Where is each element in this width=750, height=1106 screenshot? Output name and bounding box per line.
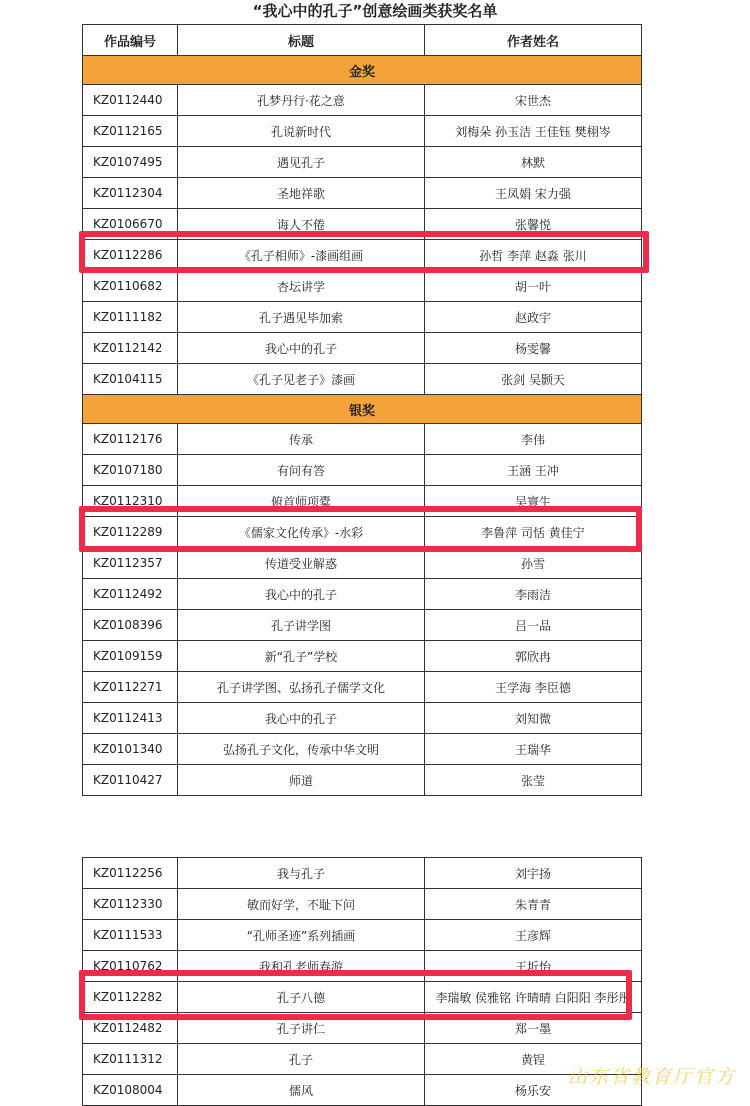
- entry-title: 《儒家文化传承》-水彩: [178, 517, 425, 548]
- entry-title: 弘扬孔子文化，传承中华文明: [178, 734, 425, 765]
- entry-id: KZ0112440: [83, 85, 178, 116]
- entry-id: KZ0112165: [83, 116, 178, 147]
- table-row: [83, 147, 642, 178]
- entry-authors: 张馨悦: [425, 209, 642, 240]
- entry-id: KZ0101340: [83, 734, 178, 765]
- entry-authors: 吕一品: [425, 610, 642, 641]
- table-row: [83, 517, 642, 548]
- entry-authors: 吴寰生: [425, 486, 642, 517]
- entry-authors: 杨乐安: [425, 1075, 642, 1106]
- entry-title: 孔子讲仁: [178, 1013, 425, 1044]
- entry-id: KZ0106670: [83, 209, 178, 240]
- entry-title: 师道: [178, 765, 425, 796]
- entry-authors: 王彦辉: [425, 920, 642, 951]
- entry-authors: 朱青青: [425, 889, 642, 920]
- entry-authors: 王涵 王冲: [425, 455, 642, 486]
- table-row: [83, 548, 642, 579]
- entry-id: KZ0107495: [83, 147, 178, 178]
- entry-title: 传道受业解惑: [178, 548, 425, 579]
- entry-title: 遇见孔子: [178, 147, 425, 178]
- table-row: [83, 486, 642, 517]
- entry-id: KZ0112357: [83, 548, 178, 579]
- entry-title: 杏坛讲学: [178, 271, 425, 302]
- entry-title: 有问有答: [178, 455, 425, 486]
- entry-title: 俯首师项橐: [178, 486, 425, 517]
- entry-id: KZ0110682: [83, 271, 178, 302]
- entry-authors: 刘知微: [425, 703, 642, 734]
- table-row: [83, 951, 642, 982]
- table-row: [83, 1075, 642, 1106]
- table-row: [83, 610, 642, 641]
- table-row: [83, 424, 642, 455]
- table-row: [83, 455, 642, 486]
- entry-title: 我心中的孔子: [178, 703, 425, 734]
- award-section-label: 金奖: [83, 56, 642, 85]
- entry-id: KZ0111312: [83, 1044, 178, 1075]
- entry-id: KZ0112310: [83, 486, 178, 517]
- entry-id: KZ0111533: [83, 920, 178, 951]
- entry-title: 我和孔老师春游: [178, 951, 425, 982]
- entry-title: 孔子讲学图、弘扬孔子儒学文化: [178, 672, 425, 703]
- table-row: [83, 920, 642, 951]
- entry-id: KZ0112256: [83, 858, 178, 889]
- entry-authors: 赵政宇: [425, 302, 642, 333]
- award-section-row: [83, 395, 642, 424]
- entry-id: KZ0112271: [83, 672, 178, 703]
- entry-authors: 张莹: [425, 765, 642, 796]
- award-section-row: [83, 56, 642, 85]
- entry-id: KZ0112482: [83, 1013, 178, 1044]
- award-section-label: 银奖: [83, 395, 642, 424]
- watermark-text: 山东省教育厅官方: [567, 1066, 736, 1088]
- entry-id: KZ0107180: [83, 455, 178, 486]
- entry-authors: 林默: [425, 147, 642, 178]
- header-authors: 作者姓名: [425, 25, 642, 56]
- entry-authors: 刘梅朵 孙玉洁 王佳钰 樊栩岑: [425, 116, 642, 147]
- entry-id: KZ0108396: [83, 610, 178, 641]
- header-title: 标题: [178, 25, 425, 56]
- table-row: [83, 734, 642, 765]
- table-header-row: [83, 25, 642, 56]
- entry-authors: 郑一墨: [425, 1013, 642, 1044]
- entry-title: 我与孔子: [178, 858, 425, 889]
- table-row: [83, 364, 642, 395]
- entry-authors: 杨雯馨: [425, 333, 642, 364]
- entry-id: KZ0112282: [83, 982, 178, 1013]
- entry-title: 《孔子相师》-漆画组画: [178, 240, 425, 271]
- entry-authors: 李伟: [425, 424, 642, 455]
- entry-authors: 宋世杰: [425, 85, 642, 116]
- table-row: [83, 240, 642, 271]
- awards-table-page-2: [82, 857, 642, 1106]
- entry-title: 孔说新时代: [178, 116, 425, 147]
- table-row: [83, 889, 642, 920]
- entry-title: 《孔子见老子》漆画: [178, 364, 425, 395]
- entry-id: KZ0111182: [83, 302, 178, 333]
- entry-title: 孔梦丹行·花之意: [178, 85, 425, 116]
- table-row: [83, 116, 642, 147]
- table-row: [83, 209, 642, 240]
- entry-authors: 胡一叶: [425, 271, 642, 302]
- entry-authors: 李雨洁: [425, 579, 642, 610]
- table-row: [83, 703, 642, 734]
- table-row: [83, 982, 642, 1013]
- entry-id: KZ0112289: [83, 517, 178, 548]
- entry-id: KZ0109159: [83, 641, 178, 672]
- entry-authors: 孙雪: [425, 548, 642, 579]
- entry-title: 敏而好学，不耻下问: [178, 889, 425, 920]
- entry-authors: 李鲁萍 司恬 黄佳宁: [425, 517, 642, 548]
- entry-authors: 郭欣冉: [425, 641, 642, 672]
- table-row: [83, 641, 642, 672]
- entry-title: 儒风: [178, 1075, 425, 1106]
- entry-authors: 王学海 李臣德: [425, 672, 642, 703]
- entry-id: KZ0112492: [83, 579, 178, 610]
- entry-id: KZ0112286: [83, 240, 178, 271]
- table-row: [83, 85, 642, 116]
- entry-id: KZ0112304: [83, 178, 178, 209]
- table-row: [83, 178, 642, 209]
- entry-authors: 王瑞华: [425, 734, 642, 765]
- entry-title: “孔师圣迹”系列插画: [178, 920, 425, 951]
- table-row: [83, 858, 642, 889]
- entry-authors: 黄锃: [425, 1044, 642, 1075]
- table-row: [83, 579, 642, 610]
- entry-id: KZ0112330: [83, 889, 178, 920]
- entry-title: 圣地祥歌: [178, 178, 425, 209]
- entry-title: 诲人不倦: [178, 209, 425, 240]
- entry-authors: 王圻怡: [425, 951, 642, 982]
- entry-id: KZ0110762: [83, 951, 178, 982]
- entry-authors: 李瑞敏 侯雅铭 许晴晴 白阳阳 李彤彤: [425, 982, 642, 1013]
- entry-title: 传承: [178, 424, 425, 455]
- table-row: [83, 333, 642, 364]
- entry-title: 孔子讲学图: [178, 610, 425, 641]
- entry-id: KZ0112142: [83, 333, 178, 364]
- entry-title: 我心中的孔子: [178, 333, 425, 364]
- table-row: [83, 302, 642, 333]
- table-row: [83, 765, 642, 796]
- table-row: [83, 1044, 642, 1075]
- entry-title: 孔子八德: [178, 982, 425, 1013]
- entry-id: KZ0112176: [83, 424, 178, 455]
- entry-authors: 王凤娟 宋力强: [425, 178, 642, 209]
- entry-id: KZ0104115: [83, 364, 178, 395]
- entry-authors: 孙哲 李萍 赵淼 张川: [425, 240, 642, 271]
- table-row: [83, 672, 642, 703]
- entry-title: 我心中的孔子: [178, 579, 425, 610]
- entry-authors: 张剑 吴颢天: [425, 364, 642, 395]
- header-id: 作品编号: [83, 25, 178, 56]
- entry-title: 孔子遇见毕加索: [178, 302, 425, 333]
- awards-table-page-1: [82, 24, 642, 796]
- page-title: “我心中的孔子”创意绘画类获奖名单: [252, 2, 498, 20]
- entry-id: KZ0108004: [83, 1075, 178, 1106]
- entry-id: KZ0110427: [83, 765, 178, 796]
- entry-id: KZ0112413: [83, 703, 178, 734]
- entry-title: 新“孔子”学校: [178, 641, 425, 672]
- table-row: [83, 271, 642, 302]
- entry-title: 孔子: [178, 1044, 425, 1075]
- table-row: [83, 1013, 642, 1044]
- entry-authors: 刘宇扬: [425, 858, 642, 889]
